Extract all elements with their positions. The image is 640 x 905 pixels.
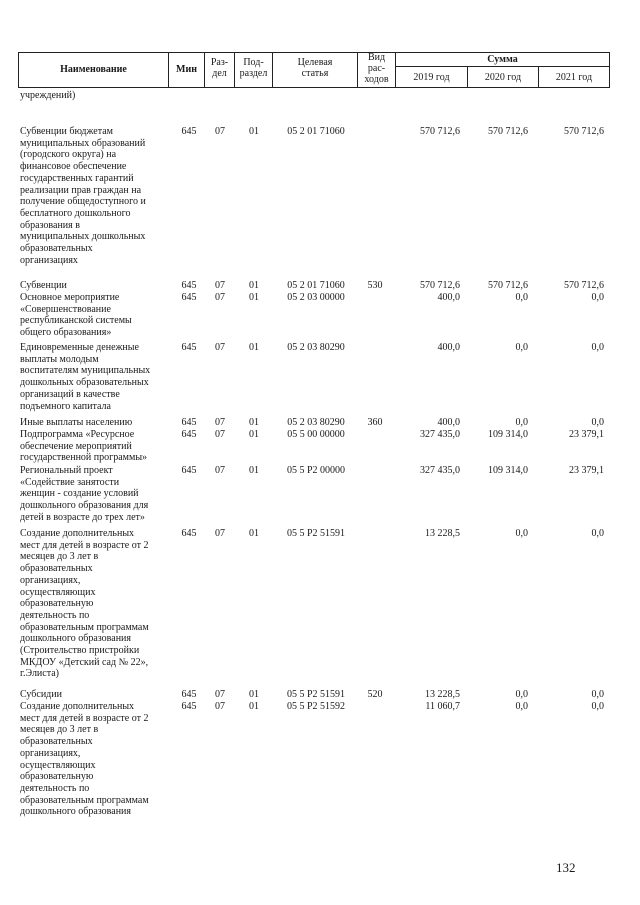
row-podrazdel: 01 <box>249 292 259 303</box>
row-name: Субвенции бюджетам муниципальных образований (городского округа) на финансовое обеспечение государственных гарантий реализации прав граждан на получение общедоступного и бесплатного дошкольного образования в муниципальных дошкольных образовательных организациях <box>20 126 146 266</box>
row-cs: 05 5 00 00000 <box>287 429 345 440</box>
row-min: 645 <box>181 342 197 353</box>
row-podrazdel: 01 <box>249 417 259 428</box>
row-name: Единовременные денежные выплаты молодым воспитателям муниципальных дошкольных образовательных организаций в качестве подъемного капитала <box>20 342 151 412</box>
row-razdel: 07 <box>215 429 225 440</box>
row-value-2021: 0,0 <box>591 701 604 712</box>
row-value-2020: 0,0 <box>515 528 528 539</box>
row-name: Субвенции <box>20 280 67 291</box>
header-razdel: Раз- дел <box>210 57 229 79</box>
row-name: Основное мероприятие «Совершенствование республиканской системы общего образования» <box>20 292 132 339</box>
row-min: 645 <box>181 465 197 476</box>
header-vr: Вид рас- ходов <box>364 52 389 85</box>
page-number: 132 <box>556 860 576 875</box>
row-cs: 05 5 Р2 51591 <box>286 689 346 700</box>
row-value-2020: 570 712,6 <box>488 280 528 291</box>
row-podrazdel: 01 <box>249 126 259 137</box>
row-cs: 05 5 Р2 51591 <box>286 528 346 539</box>
row-value-2021: 0,0 <box>591 342 604 353</box>
row-value-2019: 570 712,6 <box>420 280 460 291</box>
row-min: 645 <box>181 126 197 137</box>
row-value-2019: 13 228,5 <box>425 528 460 539</box>
row-name: учреждений) <box>20 90 76 101</box>
row-razdel: 07 <box>215 701 225 712</box>
row-value-2019: 400,0 <box>437 342 460 353</box>
row-value-2021: 23 379,1 <box>569 465 604 476</box>
row-podrazdel: 01 <box>249 528 259 539</box>
row-vr: 530 <box>367 280 383 291</box>
row-value-2020: 0,0 <box>515 292 528 303</box>
row-podrazdel: 01 <box>249 465 259 476</box>
row-value-2019: 400,0 <box>437 417 460 428</box>
row-value-2019: 327 435,0 <box>420 429 460 440</box>
row-name: Подпрограмма «Ресурсное обеспечение мероприятий государственной программы» <box>20 429 148 464</box>
row-value-2019: 570 712,6 <box>420 126 460 137</box>
row-value-2021: 23 379,1 <box>569 429 604 440</box>
row-value-2020: 570 712,6 <box>488 126 528 137</box>
row-razdel: 07 <box>215 126 225 137</box>
row-value-2020: 109 314,0 <box>488 465 528 476</box>
row-min: 645 <box>181 528 197 539</box>
row-cs: 05 2 03 80290 <box>287 342 345 353</box>
row-podrazdel: 01 <box>249 689 259 700</box>
header-podrazdel: Под- раздел <box>239 57 268 79</box>
row-name: Иные выплаты населению <box>20 417 133 428</box>
row-vr: 520 <box>367 689 383 700</box>
row-value-2019: 13 228,5 <box>425 689 460 700</box>
row-podrazdel: 01 <box>249 280 259 291</box>
row-min: 645 <box>181 701 197 712</box>
row-value-2020: 0,0 <box>515 417 528 428</box>
row-value-2019: 327 435,0 <box>420 465 460 476</box>
row-razdel: 07 <box>215 342 225 353</box>
row-razdel: 07 <box>215 528 225 539</box>
row-razdel: 07 <box>215 292 225 303</box>
row-cs: 05 5 Р2 51592 <box>286 701 346 712</box>
row-razdel: 07 <box>215 689 225 700</box>
row-min: 645 <box>181 689 197 700</box>
row-cs: 05 2 01 71060 <box>287 126 345 137</box>
row-name: Создание дополнительных мест для детей в возрасте от 2 месяцев до 3 лет в образовательных организациях, осуществляющих образовательную деятельность по образовательным программам дошкольного образования (Строительство пристройки МКДОУ «Детский сад № 22», г.Элиста) <box>20 528 149 680</box>
header-min: Мин <box>176 64 197 75</box>
row-value-2020: 0,0 <box>515 689 528 700</box>
row-value-2020: 0,0 <box>515 701 528 712</box>
row-value-2021: 0,0 <box>591 417 604 428</box>
row-value-2020: 109 314,0 <box>488 429 528 440</box>
row-podrazdel: 01 <box>249 701 259 712</box>
header-2021: 2021 год <box>555 72 593 83</box>
row-name: Создание дополнительных мест для детей в возрасте от 2 месяцев до 3 лет в образовательных организациях, осуществляющих образовательную деятельность по образовательным программам дошкольного образования <box>20 701 149 818</box>
row-name: Субсидии <box>20 689 62 700</box>
row-value-2021: 0,0 <box>591 292 604 303</box>
row-cs: 05 5 Р2 00000 <box>286 465 346 476</box>
row-vr: 360 <box>367 417 383 428</box>
row-value-2021: 0,0 <box>591 528 604 539</box>
row-value-2021: 570 712,6 <box>564 126 604 137</box>
row-min: 645 <box>181 280 197 291</box>
row-value-2021: 570 712,6 <box>564 280 604 291</box>
row-min: 645 <box>181 429 197 440</box>
table-header <box>18 52 610 88</box>
row-razdel: 07 <box>215 465 225 476</box>
header-name: Наименование <box>60 64 127 75</box>
row-value-2020: 0,0 <box>515 342 528 353</box>
header-cs: Целевая статья <box>297 57 333 79</box>
header-2019: 2019 год <box>413 72 450 83</box>
row-cs: 05 2 03 00000 <box>287 292 345 303</box>
row-value-2021: 0,0 <box>591 689 604 700</box>
row-name: Региональный проект «Содействие занятости женщин - создание условий дошкольного образования для детей в возрасте до трех лет» <box>20 465 149 523</box>
row-value-2019: 11 060,7 <box>425 701 460 712</box>
row-cs: 05 2 03 80290 <box>287 417 345 428</box>
row-value-2019: 400,0 <box>437 292 460 303</box>
row-min: 645 <box>181 292 197 303</box>
row-cs: 05 2 01 71060 <box>287 280 345 291</box>
row-razdel: 07 <box>215 417 225 428</box>
row-razdel: 07 <box>215 280 225 291</box>
header-2020: 2020 год <box>484 72 522 83</box>
row-podrazdel: 01 <box>249 342 259 353</box>
header-summa: Сумма <box>487 54 518 65</box>
row-podrazdel: 01 <box>249 429 259 440</box>
row-min: 645 <box>181 417 197 428</box>
